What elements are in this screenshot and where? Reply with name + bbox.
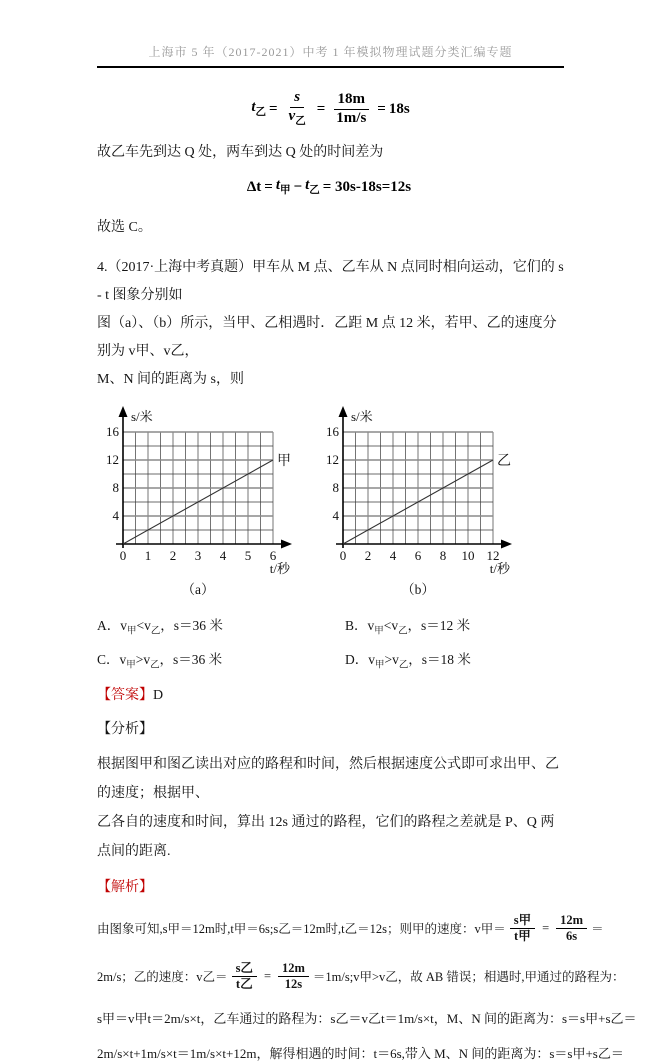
formula-time-yi: $t_乙$ = $\frac{s}{v_乙}$ = $\frac{18m}{1m/s}$ = 18s [251, 89, 410, 128]
solution-line-3: s甲＝v甲t＝2m/s×t，乙车通过的路程为：s乙＝v乙t＝1m/s×t，M、N 间的距离为：s＝s甲+s乙＝ [97, 1011, 637, 1027]
chart-a-y-tick: 16 [106, 424, 119, 439]
chart-b-x-tick: 4 [389, 548, 397, 563]
chart-b-x-tick: 2 [364, 548, 372, 563]
chart-a-x-tick: 2 [169, 548, 177, 563]
fraction-s-yi-over-t-yi: $\frac{\text{s乙}}{\text{t乙}}$ [232, 961, 257, 992]
chart-b [309, 402, 515, 602]
chart-a-caption: （a） [181, 582, 215, 597]
analysis-line-2: 乙各自的速度和时间，算出 12s 通过的路程，它们的路程之差就是 P、Q 两点间的距离. [97, 815, 555, 860]
question-line-1: 4.（2017·上海中考真题）甲车从 M 点、乙车从 N 点同时相向运动，它们的 s - t 图象分别如 [97, 260, 564, 303]
option-d: D．$v_甲>v_乙$，s＝18 米 [345, 651, 471, 671]
chart-b-x-tick: 12 [486, 548, 500, 563]
chart-b-axes [336, 414, 505, 548]
chart-a-x-tick: 5 [244, 548, 252, 563]
conclusion-text: 故乙车先到达 Q 处，两车到达 Q 处的时间差为 [97, 145, 384, 160]
chart-a-x-tick: 6 [269, 548, 277, 563]
chart-a-xlabel: t/秒 [269, 561, 290, 576]
chart-b-x-tick: 10 [461, 548, 475, 563]
solution-line-2: 2m/s；乙的速度：v乙＝ $\frac{\text{s乙}}{\text{t乙}}$ = $\frac{12m}{12s}$ ＝1m/s;v甲>v乙，故 AB 错误；相遇时,甲通过的路程为： [97, 961, 625, 991]
page-header [97, 0, 564, 68]
chart-b-series-label: 乙 [497, 454, 511, 469]
solution-line-1: 由图象可知,s甲＝12m时,t甲＝6s;s乙＝12m时,t乙＝12s；则甲的速度：v甲＝ $\frac{\text{s甲}}{\text{t甲}}$ = $\frac{12m}{6s}$ ＝ [97, 913, 604, 943]
chart-b-x-tick: 8 [439, 548, 447, 563]
chart-b-x-tick: 6 [414, 548, 422, 563]
chart-a-y-tick: 8 [112, 480, 119, 495]
chart-a-x-tick: 3 [194, 548, 202, 563]
solution-line-4: 2m/s×t+1m/s×t＝1m/s×t+12m，解得相遇的时间：t＝6s,带入 M、N 间的距离为：s＝s甲+s乙＝ [97, 1046, 624, 1062]
chart-b-y-tick: 8 [332, 480, 339, 495]
fraction-18m-over-1ms: $\frac{18m}{1m/s}$ [332, 91, 370, 127]
formula-lhs: $t_乙$ [251, 99, 266, 118]
chart-a-axes [116, 414, 285, 548]
chart-b-ylabel: s/米 [351, 409, 373, 424]
chart-a-xaxis-arrow [281, 540, 292, 549]
chart-b-xlabel: t/秒 [489, 561, 510, 576]
options-grid [97, 614, 564, 670]
chart-b-x-tick: 0 [339, 548, 347, 563]
chart-a-ylabel: s/米 [131, 409, 153, 424]
answer-line [97, 684, 564, 704]
fraction-12m-over-12s: $\frac{12m}{12s}$ [278, 961, 309, 992]
question-line-2: 图（a）、（b）所示，当甲、乙相遇时．乙距 M 点 12 米，若甲、乙的速度分别为 v甲、v乙， [97, 316, 557, 359]
chart-a-x-tick: 4 [219, 548, 227, 563]
question-block [97, 254, 564, 394]
chart-a-x-tick: 1 [144, 548, 152, 563]
chart-a-y-tick: 12 [106, 452, 119, 467]
chart-a-y-tick: 4 [112, 508, 119, 523]
formula-delta-t: Δt = $t_甲$ − $t_乙$ = 30s-18s=12s [246, 177, 412, 196]
fraction-s-jia-over-t-jia: $\frac{\text{s甲}}{\text{t甲}}$ [510, 913, 535, 944]
chart-b-caption: （b） [401, 582, 435, 597]
option-a: A．$v_甲<v_乙$，s＝36 米 [97, 618, 223, 637]
answer-label: 【答案】 [97, 688, 153, 704]
chart-b-y-tick: 4 [332, 508, 339, 523]
header-title: 上海市 5 年（2017-2021）中考 1 年模拟物理试题分类汇编专题 [148, 45, 513, 59]
option-c: C．$v_甲>v_乙$，s＝36 米 [97, 651, 223, 671]
explanation-label: 【解析】 [97, 880, 153, 896]
analysis-label: 【分析】 [97, 722, 153, 738]
choice-text: 故选 C。 [97, 220, 152, 235]
fraction-12m-over-6s: $\frac{12m}{6s}$ [556, 913, 587, 944]
fraction-s-over-v: $\frac{s}{v_乙}$ [288, 89, 306, 128]
chart-b-y-tick: 12 [326, 452, 339, 467]
document-body [97, 88, 637, 1062]
question-line-3: M、N 间的距离为 s，则 [97, 372, 245, 387]
answer-value: D [153, 688, 164, 704]
chart-b-xaxis-arrow [501, 540, 512, 549]
charts-row [89, 402, 564, 602]
chart-a-x-tick: 0 [119, 548, 127, 563]
chart-b-y-tick: 16 [326, 424, 339, 439]
option-b: B．$v_甲<v_乙$，s＝12 米 [345, 618, 471, 637]
chart-a [89, 402, 295, 602]
chart-a-series-label: 甲 [277, 454, 291, 469]
chart-a-yaxis-arrow [119, 406, 128, 417]
analysis-line-1: 根据图甲和图乙读出对应的路程和时间，然后根据速度公式即可求出甲、乙的速度；根据甲、 [97, 757, 559, 802]
chart-b-yaxis-arrow [339, 406, 348, 417]
